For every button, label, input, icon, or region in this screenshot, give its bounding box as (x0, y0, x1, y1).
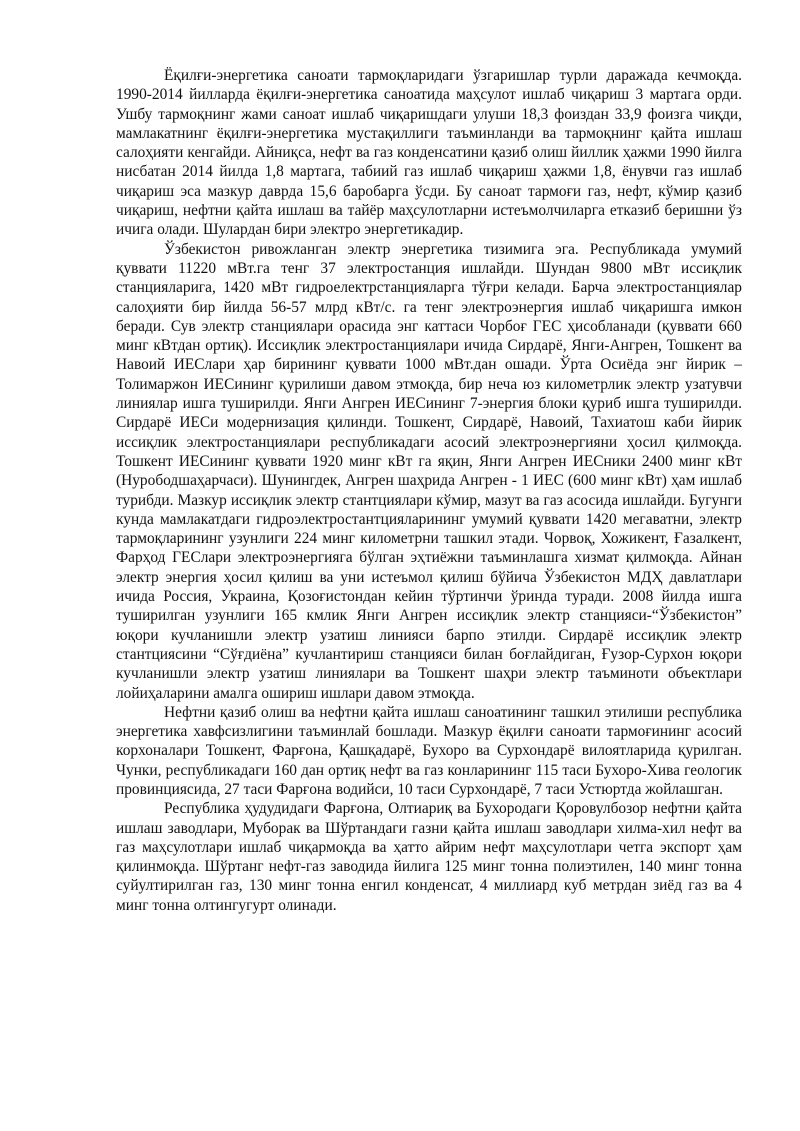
paragraph-refineries: Республика ҳудудидаги Фарғона, Олтиариқ ва Бухородаги Қоровулбозор нефтни қайта ишлаш заводлари, Муборак ва Шўртандаги газни қайта ишлаш заводлари хилма-хил нефт ва газ маҳсулотлари ишлаб чиқармоқда ва ҳатто айрим нефт маҳсулотлари четга экспорт ҳам қилинмоқда. Шўртанг нефт-газ заводида йилига 125 минг тонна полиэтилен, 140 минг тонна суйултирилган газ, 130 минг тонна енгил конденсат, 4 миллиард куб метрдан зиёд газ ва 4 минг тонна олтингугурт олинади. (116, 800, 742, 914)
paragraph-oil-extraction: Нефтни қазиб олиш ва нефтни қайта ишлаш саноатининг ташкил этилиши республика энергетика хавфсизлигини таъминлай бошлади. Мазкур ёқилғи саноати тармоғининг асосий корхоналари Тошкент, Фарғона, Қашқадарё, Бухоро ва Сурхондарё вилоятларида қурилган. Чунки, республикадаги 160 дан ортиқ нефт ва газ конларининг 115 таси Бухоро-Хива геологик провинциясида, 27 таси Фарғона водийси, 10 таси Сурхондарё, 7 таси Устюртда жойлашган. (116, 703, 742, 798)
paragraph-electric-energy-system: Ўзбекистон ривожланган электр энергетика тизимига эга. Республикада умумий қуввати 11220 мВт.га тенг 37 электростанция ишлайди. Шундан 9800 мВт иссиқлик станцияларига, 1420 мВт гидроелектрстанцияларга тўғри келади. Барча электростанциялар салоҳияти бир йилда 56-57 млрд кВт/с. га тенг электроэнергия ишлаб чиқаришга имкон беради. Сув электр станциялари орасида энг каттаси Чорбоғ ГЕС ҳисобланади (қуввати 660 минг кВтдан ортиқ). Иссиқлик электростанциялари ичида Сирдарё, Янги-Ангрен, Тошкент ва Навоий ИЕСлари ҳар бирининг қуввати 1000 мВт.дан ошади. Ўрта Осиёда энг йирик – Толимаржон ИЕСининг қурилиши давом этмоқда, бир неча юз километрлик электр узатувчи линиялар ишга туширилди. Янги Ангрен ИЕСининг 7-энергия блоки қуриб ишга туширилди. Сирдарё ИЕСи модернизация қилинди. Тошкент, Сирдарё, Навоий, Тахиатош каби йирик иссиқлик электростанциялари республикадаги асосий электроэнергияни ҳосил қилмоқда. Тошкент ИЕСининг қуввати 1920 минг кВт га яқин, Янги Ангрен ИЕСники 2400 минг кВт (Нурободшаҳарчаси). Шунингдек, Ангрен шаҳрида Ангрен - 1 ИЕС (600 минг кВт) ҳам ишлаб турибди. Мазкур иссиқлик электр стантциялари кўмир, мазут ва газ асосида ишлайди. Бугунги кунда мамлакатдаги гидроэлектростантцияларининг умумий қуввати 1420 мегаватни, электр тармоқларининг узунлиги 224 минг километрни ташкил этади. Чорвоқ, Хожикент, Ғазалкент, Фарҳод ГЕСлари электроэнергияга бўлган эҳтиёжни таъминлашга хизмат қилмоқда. Айнан электр энергия ҳосил қилиш ва уни истеъмол қилиш бўйича Ўзбекистон МДҲ давлатлари ичида Россия, Украина, Қозоғистондан кейин тўртинчи ўринда туради. 2008 йилда ишга туширилган узунлиги 165 кмлик Янги Ангрен иссиқлик электр станцияси-“Ўзбекистон” юқори кучланишли электр узатиш линияси барпо этилди. Сирдарё иссиқлик электр стантциясини “Сўғдиёна” кучлантириш станцияси билан боғлайдиган, Ғузор-Сурхон юқори кучланишли электр узатиш линиялари ва Тошкент шаҳри электр таъминоти объектлари лойиҳаларини амалга ошириш ишлари давом этмоқда. (116, 240, 742, 702)
paragraph-fuel-energy-industry: Ёқилғи-энергетика саноати тармоқларидаги ўзгаришлар турли даражада кечмоқда. 1990-2014 йилларда ёқилғи-энергетика саноатида маҳсулот ишлаб чиқариш 3 мартага орди. Ушбу тармоқнинг жами саноат ишлаб чиқаришдаги улуши 18,3 фоиздан 33,9 фоизга чиқди, мамлакатнинг ёқилғи-энергетика мустақиллиги таъминланди ва тармоқнинг қайта ишлаш салоҳияти кенгайди. Айниқса, нефт ва газ конденсатини қазиб олиш йиллик ҳажми 1990 йилга нисбатан 2014 йилда 1,8 мартага, табиий газ ишлаб чиқариш ҳажми 1,8, ёнувчи газ ишлаб чиқариш эса мазкур даврда 15,6 баробарга ўсди. Бу саноат тармоғи газ, нефт, кўмир қазиб чиқариш, нефтни қайта ишлаш ва тайёр маҳсулотларни истеъмолчиларга етказиб беришни ўз ичига олади. Шулардан бири электро энергетикадир. (116, 67, 742, 239)
document-body (116, 66, 742, 915)
